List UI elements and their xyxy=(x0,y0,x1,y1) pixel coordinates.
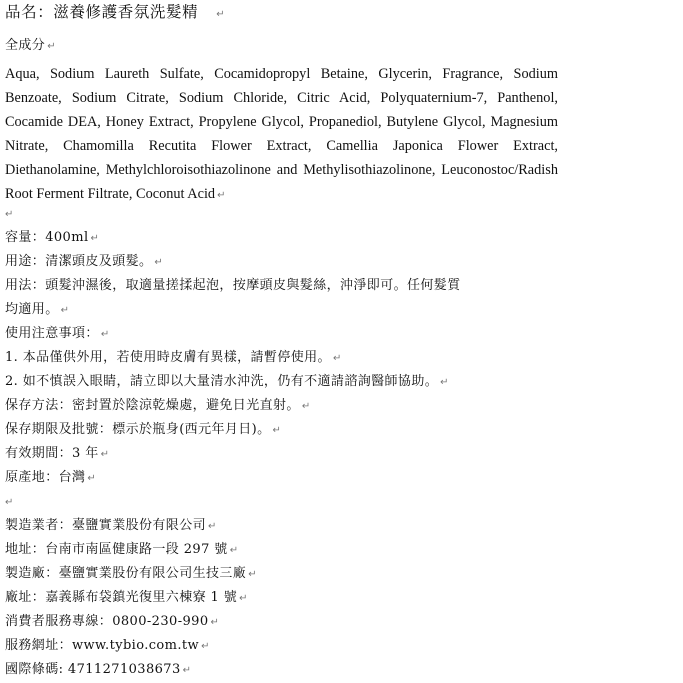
paragraph-mark: ↵ xyxy=(239,593,248,604)
caution-2-text: 2. 如不慎誤入眼睛，請立即以大量清水沖洗，仍有不適請諮詢醫師協助。 xyxy=(5,374,439,389)
manufacturer-line xyxy=(5,518,217,535)
paragraph-mark: ↵ xyxy=(216,9,226,20)
origin-line xyxy=(5,470,96,487)
factory-text: 製造廠：臺鹽實業股份有限公司生技三廠 xyxy=(5,566,247,581)
ingredients-heading: 全成分 xyxy=(5,38,46,53)
paragraph-mark: ↵ xyxy=(272,425,282,436)
manufacturer-text: 製造業者：臺鹽實業股份有限公司 xyxy=(5,518,207,533)
paragraph-mark: ↵ xyxy=(100,329,110,340)
ingredients-paragraph xyxy=(5,62,558,208)
address-line xyxy=(5,542,238,559)
website-text: 服務網址：www.tybio.com.tw xyxy=(5,638,200,653)
paragraph-mark: ↵ xyxy=(90,233,100,244)
cautions-heading-line xyxy=(5,326,110,343)
paragraph-mark: ↵ xyxy=(201,641,210,652)
caution-1-line xyxy=(5,350,342,367)
paragraph-mark: ↵ xyxy=(182,665,192,676)
caution-1-text: 1. 本品僅供外用，若使用時皮膚有異樣，請暫停使用。 xyxy=(5,350,331,365)
factory-address-text: 廠址：嘉義縣布袋鎮光復里六棟寮 1 號 xyxy=(5,590,238,605)
volume-line xyxy=(5,230,99,247)
hotline-text: 消費者服務專線：0800-230-990 xyxy=(5,614,209,629)
purpose-line xyxy=(5,254,163,271)
paragraph-mark: ↵ xyxy=(100,449,110,460)
usage-text-1: 用法：頭髮沖濕後，取適量搓揉起泡，按摩頭皮與髮絲，沖淨即可。任何髮質 xyxy=(5,278,461,293)
paragraph-mark: ↵ xyxy=(87,473,97,484)
factory-line xyxy=(5,566,257,583)
address-text: 地址：台南市南區健康路一段 297 號 xyxy=(5,542,228,557)
storage-text: 保存方法：密封置於陰涼乾燥處，避免日光直射。 xyxy=(5,398,300,413)
barcode-line xyxy=(5,662,191,679)
paragraph-mark: ↵ xyxy=(301,401,311,412)
factory-address-line xyxy=(5,590,248,607)
paragraph-mark: ↵ xyxy=(217,190,226,201)
paragraph-mark: ↵ xyxy=(248,569,257,580)
paragraph-mark: ↵ xyxy=(210,617,220,628)
shelf-life-line xyxy=(5,446,109,463)
paragraph-mark: ↵ xyxy=(60,305,70,316)
empty-paragraph xyxy=(5,206,14,223)
product-name-line xyxy=(5,4,225,23)
paragraph-mark: ↵ xyxy=(47,41,56,52)
cautions-heading: 使用注意事項： xyxy=(5,326,99,341)
ingredients-text: Aqua, Sodium Laureth Sulfate, Cocamidopropyl Betaine, Glycerin, Fragrance, Sodium Benzoate, Sodium Citrate, Sodium Chloride, Citric Acid, Polyquaternium-7, Panthenol, Cocamide DEA, Honey Extract, Propylene Glycol, Propanediol, Butylene Glycol, Magnesium Nitrate, Chamomilla Recutita Flower Extract, Camellia Japonica Flower Extract, Diethanolamine, Methylchloroisothiazolinone and Methylisothiazolinone, Leuconostoc/Radish Root Ferment Filtrate, Coconut Acid xyxy=(5,66,558,202)
paragraph-mark: ↵ xyxy=(229,545,239,556)
usage-line-2 xyxy=(5,302,69,319)
paragraph-mark: ↵ xyxy=(5,209,14,220)
paragraph-mark: ↵ xyxy=(208,521,217,532)
usage-text-2: 均適用。 xyxy=(5,302,59,317)
purpose-text: 用途：清潔頭皮及頭髮。 xyxy=(5,254,153,269)
paragraph-mark: ↵ xyxy=(332,353,342,364)
barcode-text: 國際條碼: 4711271038673 xyxy=(5,662,181,677)
hotline-line xyxy=(5,614,219,631)
shelf-life-text: 有效期間：3 年 xyxy=(5,446,99,461)
ingredients-heading-line xyxy=(5,38,56,55)
caution-2-line xyxy=(5,374,449,391)
paragraph-mark: ↵ xyxy=(154,257,164,268)
empty-paragraph xyxy=(5,494,14,511)
paragraph-mark: ↵ xyxy=(5,497,14,508)
website-line xyxy=(5,638,210,655)
storage-line xyxy=(5,398,311,415)
batch-text: 保存期限及批號：標示於瓶身(西元年月日)。 xyxy=(5,422,271,437)
origin-text: 原產地：台灣 xyxy=(5,470,86,485)
batch-line xyxy=(5,422,281,439)
paragraph-mark: ↵ xyxy=(440,377,449,388)
usage-line-1 xyxy=(5,278,461,294)
product-name: 品名：滋養修護香氛洗髮精 xyxy=(5,3,199,21)
volume-text: 容量：400ml xyxy=(5,230,89,245)
